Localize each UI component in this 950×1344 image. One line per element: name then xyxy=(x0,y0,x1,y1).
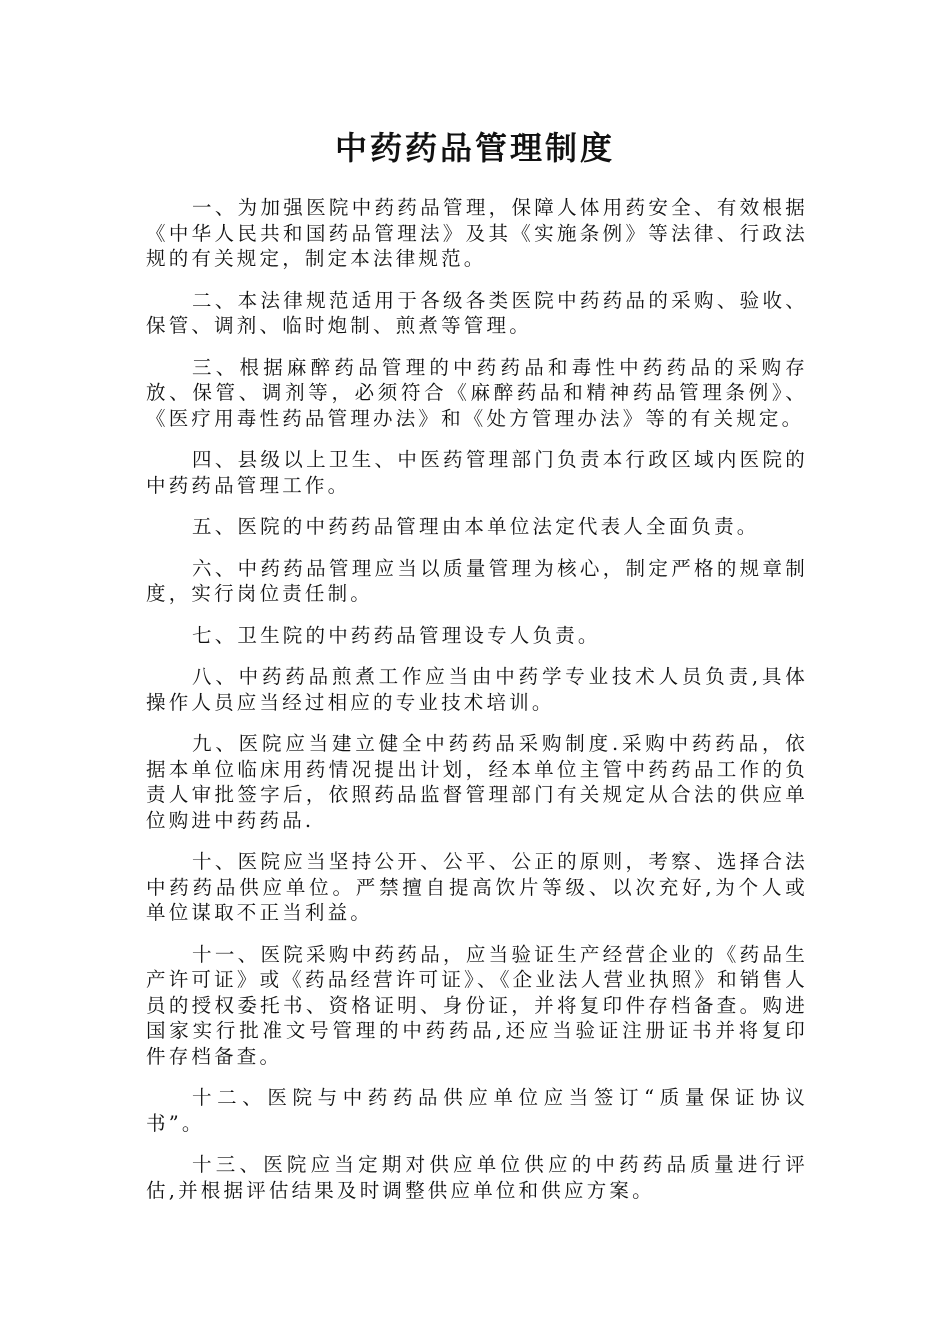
paragraph-3: 三、根据麻醉药品管理的中药药品和毒性中药药品的采购存放、保管、调剂等，必须符合《麻醉药品和精神药品管理条例》、《医疗用毒性药品管理办法》和《处方管理办法》等的有关规定。 xyxy=(146,355,808,430)
document-body xyxy=(146,195,808,1219)
paragraph-11: 十一、医院采购中药药品，应当验证生产经营企业的《药品生产许可证》或《药品经营许可证》、《企业法人营业执照》和销售人员的授权委托书、资格证明、身份证，并将复印件存档备查。购进国家实行批准文号管理的中药药品,还应当验证注册证书并将复印件存档备查。 xyxy=(146,942,808,1068)
paragraph-1: 一、为加强医院中药药品管理，保障人体用药安全、有效根据《中华人民共和国药品管理法》及其《实施条例》等法律、行政法规的有关规定，制定本法律规范。 xyxy=(146,196,808,270)
paragraph-12: 十二、医院与中药药品供应单位应当签订“质量保证协议书”。 xyxy=(146,1086,808,1135)
paragraph-9: 九、医院应当建立健全中药药品采购制度.采购中药药品，依据本单位临床用药情况提出计划，经本单位主管中药药品工作的负责人审批签字后，依照药品监督管理部门有关规定从合法的供应单位购进中药药品. xyxy=(146,732,808,832)
paragraph-10: 十、医院应当坚持公开、公平、公正的原则，考察、选择合法中药药品供应单位。严禁擅自提高饮片等级、以次充好,为个人或单位谋取不正当利益。 xyxy=(146,850,808,924)
paragraph-6: 六、中药药品管理应当以质量管理为核心，制定严格的规章制度，实行岗位责任制。 xyxy=(146,556,808,605)
paragraph-4: 四、县级以上卫生、中医药管理部门负责本行政区域内医院的中药药品管理工作。 xyxy=(146,448,808,497)
document-title: 中药药品管理制度 xyxy=(334,129,615,167)
paragraph-13: 十三、医院应当定期对供应单位供应的中药药品质量进行评估,并根据评估结果及时调整供应单位和供应方案。 xyxy=(146,1153,808,1202)
paragraph-5: 五、医院的中药药品管理由本单位法定代表人全面负责。 xyxy=(192,515,760,538)
paragraph-8: 八、中药药品煎煮工作应当由中药学专业技术人员负责,具体操作人员应当经过相应的专业技术培训。 xyxy=(146,665,808,714)
paragraph-2: 二、本法律规范适用于各级各类医院中药药品的采购、验收、保管、调剂、临时炮制、煎煮等管理。 xyxy=(146,288,808,337)
paragraph-7: 七、卫生院的中药药品管理设专人负责。 xyxy=(192,623,601,647)
